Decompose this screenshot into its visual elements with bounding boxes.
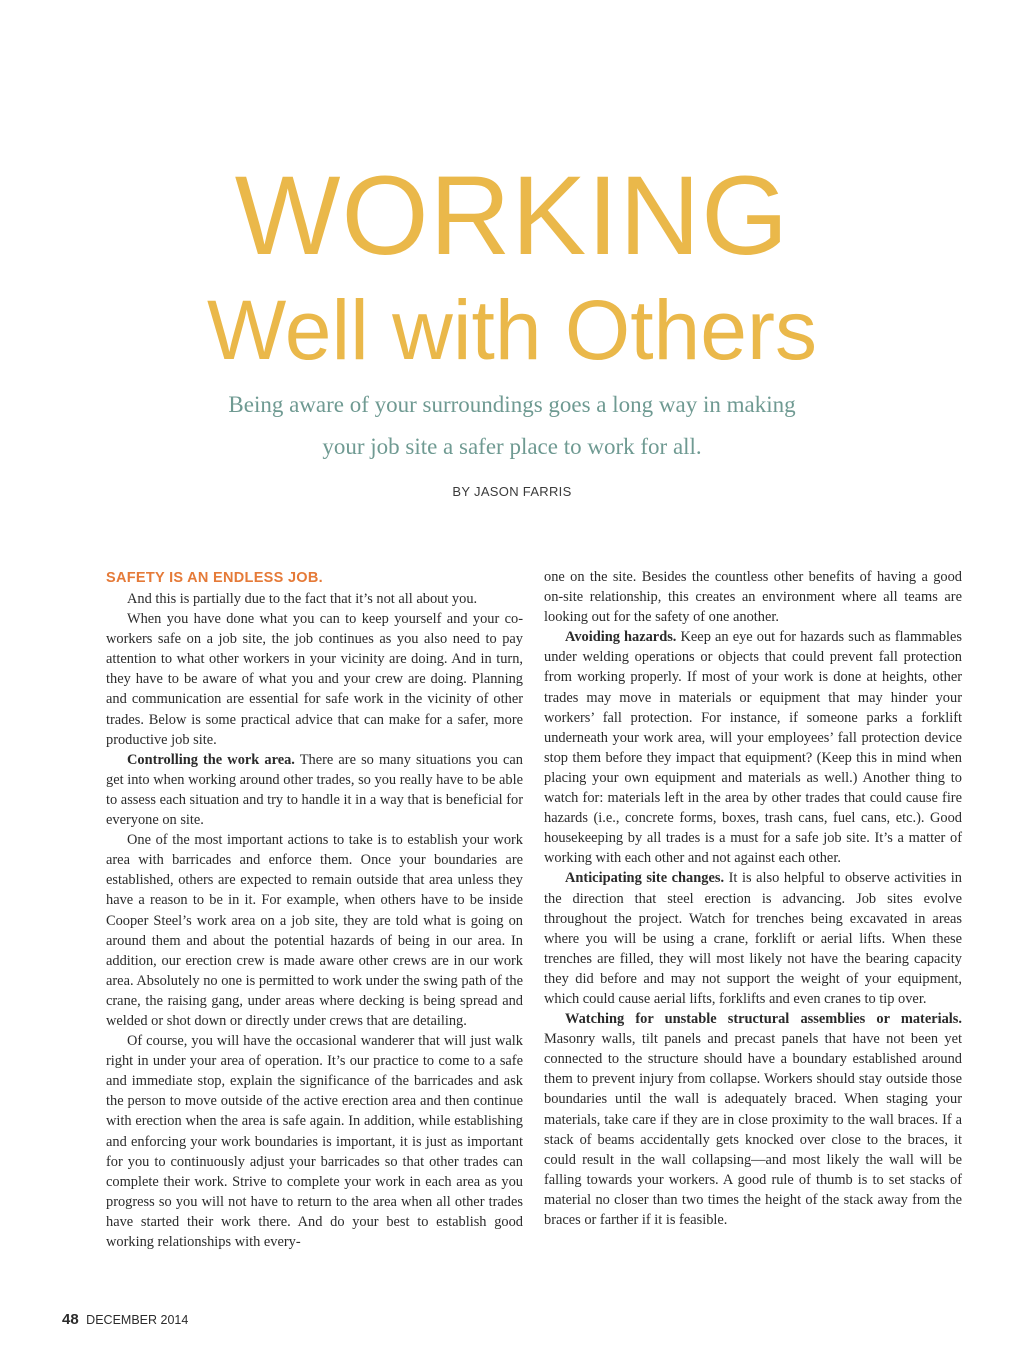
left-column (106, 567, 523, 1252)
run-in-heading: Anticipating site changes. (565, 870, 725, 887)
issue-date: DECEMBER 2014 (86, 1313, 189, 1327)
paragraph: And this is partially due to the fact that it’s not all about you. (127, 591, 478, 607)
byline: BY JASON FARRIS (452, 484, 572, 499)
run-in-heading: Controlling the work area. (127, 751, 295, 768)
subtitle-line-1: Being aware of your surroundings goes a long way in making (228, 392, 796, 417)
article-subtitle (112, 384, 912, 468)
run-in-heading: Avoiding hazards. (565, 629, 677, 646)
right-column (544, 567, 962, 1230)
page-number: 48 (62, 1311, 79, 1328)
article-title-line-2: Well with Others (207, 283, 817, 377)
subtitle-line-2: your job site a safer place to work for all. (322, 434, 702, 459)
paragraph: Of course, you will have the occasional wanderer that will just walk right in under your area of operation. It’s our practice to come to a safe and immediate stop, explain the significance of the barricades and ask the person to move outside of the active erection area and then continue with erection when the area is safe again. In addition, while establishing and enforcing your work boundaries is important, it is just as important for you to continuously adjust your barricades so that other trades can complete their work. Strive to complete your work in each area as you progress so you will not have to return to the area when all other trades have started their work there. And do your best to establish good working relationships with every- (106, 1033, 523, 1250)
paragraph-body: Keep an eye out for hazards such as flammables under welding operations or objects that could prevent fall protection from working properly. If most of your work is done at heights, other trades may move in materials or equipment that may hinder your workers’ fall protection. For instance, if someone parks a forklift underneath your work area, will your employees’ fall protection device stop them before they impact that equipment? (Keep this in mind when placing your own equipment and materials as well.) Another thing to watch for: materials left in the area by other trades that could cause fire hazards (i.e., concrete forms, boxes, trash cans, fuel cans, etc.). Good housekeeping by all trades is a must for a safe job site. It’s a matter of working with each other and not against each other. (544, 629, 962, 867)
paragraph-body: It is also helpful to observe activities in the direction that steel erection is advancing. Job sites evolve throughout the project. Watch for trenches being excavated in areas where you will be using a crane, forklift or aerial lifts. When these trenches are filled, they will most likely not have the bearing capacity they did before and may not support the weight of your equipment, which could cause aerial lifts, forklifts and even cranes to tip over. (544, 870, 962, 1007)
paragraph (106, 750, 523, 830)
paragraph-body: There are so many situations you can get into when working around other trades, so you really have to be able to assess each situation and try to handle it in a way that is beneficial for everyone on site. (106, 751, 523, 829)
article-title-line-1: WORKING (234, 153, 790, 278)
page-footer (62, 1311, 188, 1328)
paragraph: When you have done what you can to keep yourself and your co-workers safe on a job site, the job continues as you also need to pay attention to what other workers in your vicinity are doing. And in turn, they have to be aware of what you and your crew are doing. Planning and communication are essential for safe work in the vicinity of other trades. Below is some practical advice that can make for a safer, more productive job site. (106, 611, 523, 748)
paragraph (544, 1009, 962, 1230)
run-in-heading: Watching for unstable structural assemblies or materials. (565, 1011, 962, 1028)
paragraph: One of the most important actions to take is to establish your work area with barricades and enforce them. Once your boundaries are established, others are expected to remain outside that area unless they have a reason to be in it. For example, when others have to be inside Cooper Steel’s work area on a job site, they are told what is going on around them and about the potential hazards of being in our area. In addition, our erection crew is made aware other crews are in our work area. Absolutely no one is permitted to work under the swing path of the crane, the raising gang, under areas where decking is being spread and welded or shot down or directly under crews that are detailing. (106, 832, 523, 1029)
paragraph (544, 868, 962, 1009)
section-heading: SAFETY IS AN ENDLESS JOB. (106, 570, 323, 586)
paragraph: one on the site. Besides the countless other benefits of having a good on-site relationship, this creates an environment where all teams are looking out for the safety of one another. (544, 569, 962, 626)
paragraph (544, 627, 962, 868)
paragraph-body: Masonry walls, tilt panels and precast panels that have not been yet connected to the structure should have a boundary established around them to prevent injury from collapse. Workers should stay outside those boundaries until the wall is adequately braced. When staging your materials, take care if they are in close proximity to the wall braces. If a stack of beams accidentally gets knocked over close to the braces, it could result in the wall collapsing—and most likely the wall will be falling towards your workers. A good rule of thumb is to set stacks of material no closer than two times the height of the stack away from the braces or farther if it is feasible. (544, 1031, 962, 1228)
